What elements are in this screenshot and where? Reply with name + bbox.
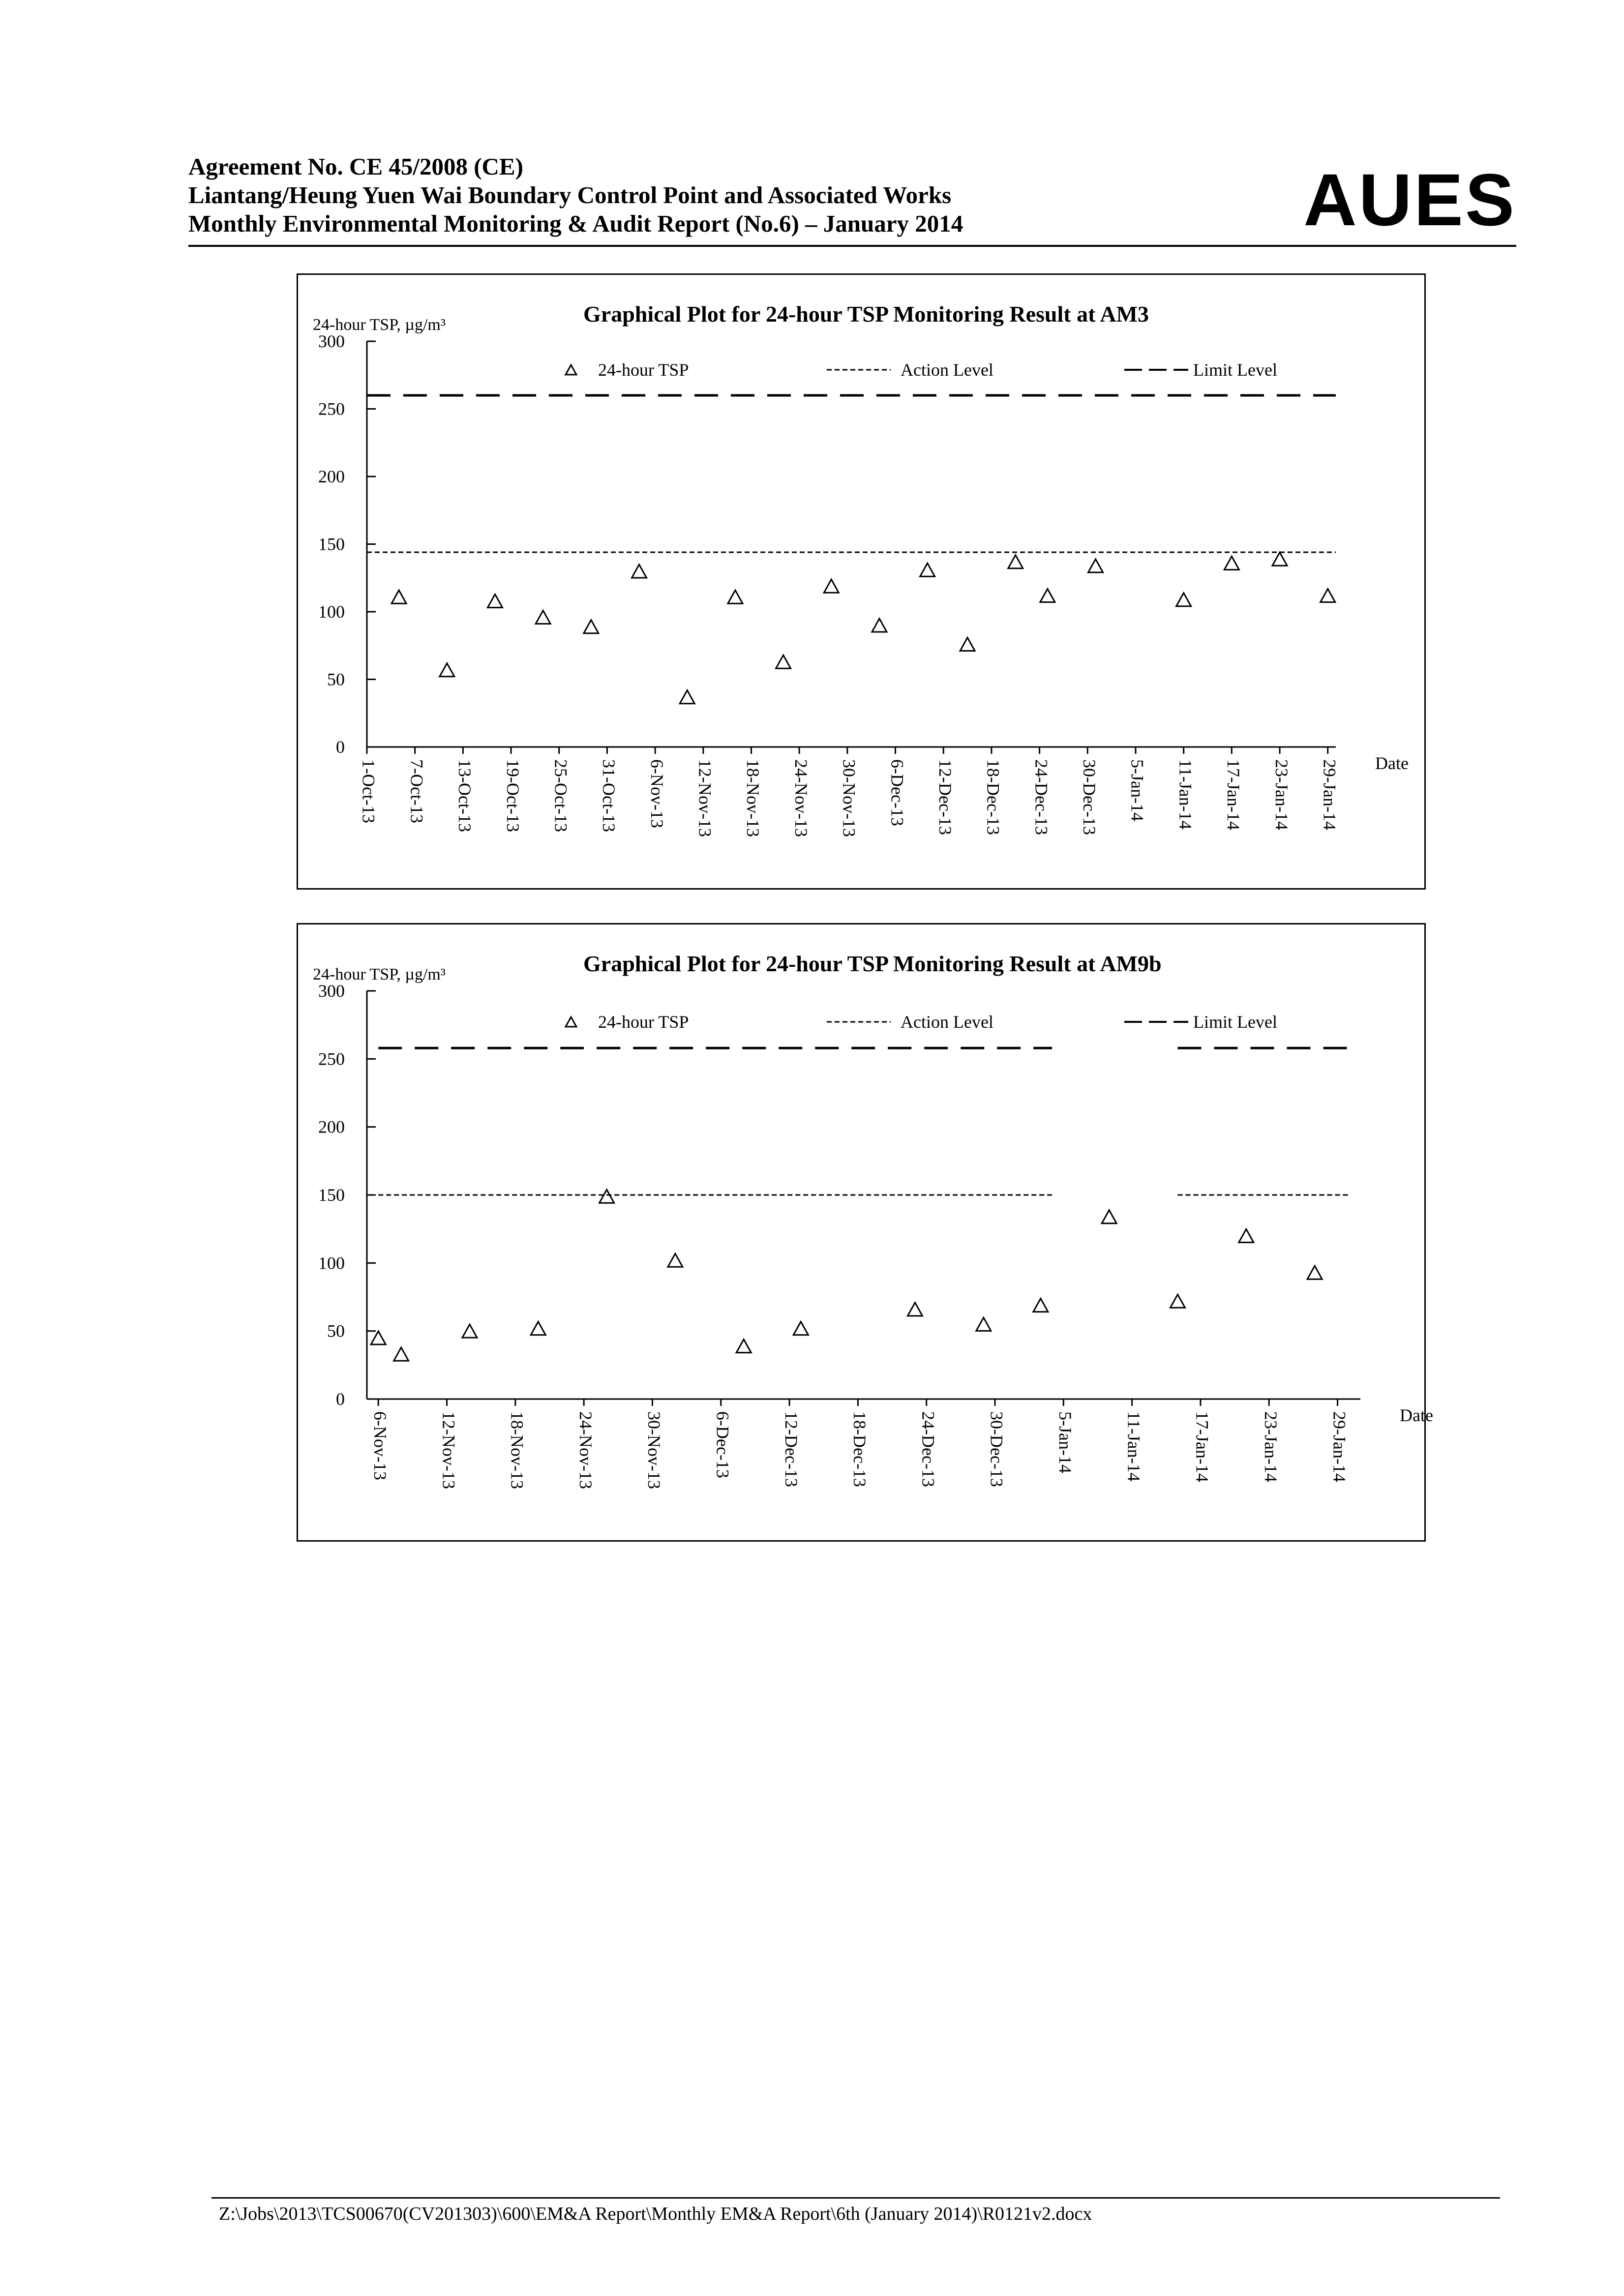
x-tick-label: 25-Oct-13 (551, 759, 571, 832)
tsp-data-point (531, 1322, 545, 1335)
x-tick-label: 1-Oct-13 (359, 759, 379, 823)
project-title: Liantang/Heung Yuen Wai Boundary Control Point and Associated Works (188, 181, 952, 209)
x-tick-label: 17-Jan-14 (1192, 1411, 1212, 1482)
x-tick-label: 6-Nov-13 (370, 1411, 390, 1480)
tsp-data-point (600, 1190, 614, 1203)
chart-title: Graphical Plot for 24-hour TSP Monitoring Result at AM9b (583, 951, 1162, 976)
y-tick-label: 100 (318, 602, 345, 622)
legend-triangle-icon (566, 365, 576, 375)
x-tick-label: 12-Dec-13 (935, 759, 955, 835)
y-tick-label: 300 (318, 981, 345, 1001)
y-axis-label: 24-hour TSP, µg/m³ (313, 316, 446, 334)
x-tick-label: 11-Jan-14 (1175, 759, 1196, 830)
y-tick-label: 250 (318, 399, 345, 419)
legend-tsp: 24-hour TSP (598, 1012, 689, 1032)
tsp-data-point (776, 655, 791, 668)
legend-limit: Limit Level (1193, 360, 1277, 380)
tsp-data-point (920, 563, 935, 576)
tsp-data-point (391, 590, 406, 603)
aues-logo: AUES (1303, 158, 1516, 241)
x-axis-label: Date (1375, 753, 1409, 773)
chart-am3 (297, 273, 1426, 890)
x-tick-label: 19-Oct-13 (503, 759, 523, 832)
legend-action: Action Level (901, 360, 993, 380)
x-axis-label: Date (1400, 1405, 1433, 1425)
tsp-data-point (1088, 559, 1103, 572)
x-tick-label: 18-Nov-13 (507, 1411, 527, 1489)
chart-title: Graphical Plot for 24-hour TSP Monitoring Result at AM3 (583, 301, 1149, 327)
x-tick-label: 5-Jan-14 (1127, 759, 1147, 821)
file-path: Z:\Jobs\2013\TCS00670(CV201303)\600\EM&A Report\Monthly EM&A Report\6th (January 2014)\R0121v2.docx (219, 2204, 1092, 2224)
y-tick-label: 100 (318, 1253, 345, 1273)
tsp-data-point (1224, 557, 1239, 570)
footer-divider (211, 2197, 1500, 2199)
legend-action: Action Level (901, 1012, 993, 1032)
y-axis-label: 24-hour TSP, µg/m³ (313, 965, 446, 984)
x-tick-label: 5-Jan-14 (1055, 1411, 1076, 1473)
x-tick-label: 12-Nov-13 (695, 759, 715, 837)
tsp-data-point (736, 1340, 751, 1353)
x-tick-label: 18-Dec-13 (983, 759, 1003, 835)
legend-triangle-icon (566, 1017, 576, 1027)
tsp-data-point (1272, 552, 1287, 566)
tsp-data-point (632, 565, 647, 578)
tsp-data-point (1176, 593, 1191, 606)
tsp-data-point (1040, 589, 1055, 602)
x-tick-label: 12-Nov-13 (439, 1411, 459, 1489)
tsp-data-point (584, 620, 599, 633)
report-title: Monthly Environmental Monitoring & Audit Report (No.6) – January 2014 (188, 210, 963, 237)
x-tick-label: 11-Jan-14 (1124, 1411, 1144, 1482)
tsp-data-point (728, 590, 743, 603)
chart-am9b (297, 923, 1433, 1542)
legend-limit: Limit Level (1193, 1012, 1277, 1032)
chart-am3-plot (298, 275, 1424, 888)
y-tick-label: 250 (318, 1049, 345, 1069)
x-tick-label: 29-Jan-14 (1329, 1411, 1350, 1482)
x-tick-label: 24-Dec-13 (918, 1411, 938, 1487)
tsp-data-point (668, 1253, 683, 1267)
y-tick-label: 150 (318, 534, 345, 554)
y-tick-label: 200 (318, 467, 345, 486)
agreement-number: Agreement No. CE 45/2008 (CE) (188, 153, 523, 180)
y-tick-label: 0 (336, 737, 345, 757)
tsp-data-point (872, 619, 887, 632)
tsp-data-point (793, 1322, 808, 1335)
tsp-data-point (394, 1347, 409, 1361)
x-tick-label: 6-Dec-13 (887, 759, 907, 826)
x-tick-label: 30-Nov-13 (839, 759, 859, 837)
tsp-data-point (1307, 1266, 1322, 1279)
y-tick-label: 50 (327, 669, 345, 689)
header-divider (188, 245, 1516, 247)
x-tick-label: 17-Jan-14 (1224, 759, 1244, 830)
chart-am9b-plot (298, 924, 1433, 1540)
x-tick-label: 30-Dec-13 (1080, 759, 1100, 835)
tsp-data-point (487, 595, 502, 608)
tsp-data-point (1239, 1229, 1254, 1243)
x-tick-label: 18-Dec-13 (850, 1411, 870, 1487)
x-tick-label: 31-Oct-13 (599, 759, 619, 832)
x-tick-label: 24-Nov-13 (575, 1411, 596, 1489)
x-tick-label: 24-Dec-13 (1031, 759, 1052, 835)
tsp-data-point (440, 663, 454, 677)
tsp-data-point (371, 1331, 386, 1344)
tsp-data-point (1008, 555, 1023, 568)
x-tick-label: 29-Jan-14 (1320, 759, 1340, 830)
x-tick-label: 6-Nov-13 (647, 759, 667, 828)
tsp-data-point (960, 638, 975, 651)
x-tick-label: 30-Dec-13 (987, 1411, 1007, 1487)
report-header (188, 152, 1516, 241)
y-tick-label: 50 (327, 1321, 345, 1341)
legend-tsp: 24-hour TSP (598, 360, 689, 380)
x-tick-label: 30-Nov-13 (644, 1411, 664, 1489)
tsp-data-point (824, 579, 839, 593)
x-tick-label: 23-Jan-14 (1261, 1411, 1281, 1482)
tsp-data-point (976, 1317, 991, 1331)
x-tick-label: 18-Nov-13 (743, 759, 763, 837)
y-tick-label: 150 (318, 1185, 345, 1205)
tsp-data-point (1033, 1299, 1048, 1312)
tsp-data-point (1102, 1210, 1116, 1223)
tsp-data-point (907, 1303, 922, 1316)
tsp-data-point (462, 1324, 477, 1338)
tsp-data-point (536, 611, 550, 624)
tsp-data-point (1321, 589, 1335, 602)
tsp-data-point (1171, 1294, 1185, 1308)
x-tick-label: 12-Dec-13 (781, 1411, 801, 1487)
x-tick-label: 7-Oct-13 (407, 759, 427, 823)
y-tick-label: 0 (336, 1389, 345, 1409)
y-tick-label: 200 (318, 1117, 345, 1137)
x-tick-label: 23-Jan-14 (1271, 759, 1292, 830)
x-tick-label: 24-Nov-13 (791, 759, 811, 837)
x-tick-label: 13-Oct-13 (455, 759, 475, 832)
x-tick-label: 6-Dec-13 (713, 1411, 733, 1478)
y-tick-label: 300 (318, 331, 345, 351)
tsp-data-point (680, 690, 694, 704)
